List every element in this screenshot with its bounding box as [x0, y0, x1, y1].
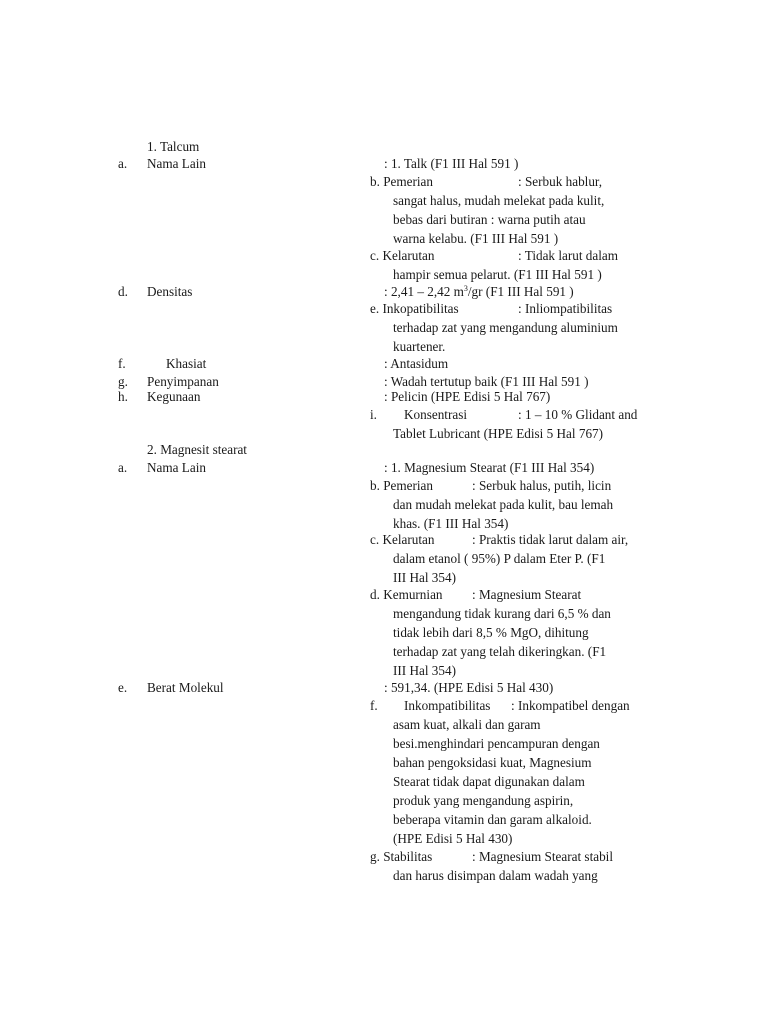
section-heading: 1. Talcum [147, 139, 200, 154]
item-text: III Hal 354) [393, 663, 456, 678]
item-text: bebas dari butiran : warna putih atau [393, 212, 586, 227]
item-text: dan mudah melekat pada kulit, bau lemah [393, 497, 614, 512]
item-text: Tablet Lubricant (HPE Edisi 5 Hal 767) [393, 426, 604, 441]
item-value: : Praktis tidak larut dalam air, [472, 532, 629, 547]
item-value: : 591,34. (HPE Edisi 5 Hal 430) [384, 680, 554, 695]
item-text: terhadap zat yang mengandung aluminium [393, 320, 618, 335]
item-label: Kegunaan [147, 389, 201, 404]
item-value: : Wadah tertutup baik (F1 III Hal 591 ) [384, 374, 589, 389]
item-value: : Tidak larut dalam [518, 248, 619, 263]
item-letter: i. [370, 407, 377, 422]
item-text: besi.menghindari pencampuran dengan [393, 736, 600, 751]
item-text: produk yang mengandung aspirin, [393, 793, 574, 808]
item-letter: a. [118, 460, 128, 475]
item-label: c. Kelarutan [370, 248, 435, 263]
item-label: Konsentrasi [404, 407, 467, 422]
item-letter: a. [118, 156, 128, 171]
item-letter: f. [370, 698, 378, 713]
item-value: : 2,41 – 2,42 $m^3/gr$ (F1 III Hal 591 ) [384, 284, 574, 299]
item-label: Inkompatibilitas [404, 698, 491, 713]
item-label: Berat Molekul [147, 680, 224, 695]
item-text: dan harus disimpan dalam wadah yang [393, 868, 598, 883]
item-letter: g. [118, 374, 128, 389]
item-value: : Inkompatibel dengan [511, 698, 630, 713]
item-label: Khasiat [166, 356, 207, 371]
item-value: : Magnesium Stearat [472, 587, 582, 602]
item-letter: f. [118, 356, 126, 371]
item-text: sangat halus, mudah melekat pada kulit, [393, 193, 605, 208]
item-letter: d. [118, 284, 128, 299]
item-text: kuartener. [393, 339, 446, 354]
item-value: : 1 – 10 % Glidant and [518, 407, 638, 422]
item-value: : Antasidum [384, 356, 449, 371]
item-text: hampir semua pelarut. (F1 III Hal 591 ) [393, 267, 602, 282]
item-label: Densitas [147, 284, 193, 299]
item-label: e. Inkopatibilitas [370, 301, 459, 316]
item-value: : Pelicin (HPE Edisi 5 Hal 767) [384, 389, 551, 404]
item-value: : Inliompatibilitas [518, 301, 613, 316]
item-text: (HPE Edisi 5 Hal 430) [393, 831, 513, 846]
item-text: dalam etanol ( 95%) P dalam Eter P. (F1 [393, 551, 606, 566]
item-label: g. Stabilitas [370, 849, 433, 864]
item-text: terhadap zat yang telah dikeringkan. (F1 [393, 644, 607, 659]
item-label: c. Kelarutan [370, 532, 435, 547]
item-label: Penyimpanan [147, 374, 219, 389]
item-label: b. Pemerian [370, 174, 433, 189]
item-text: warna kelabu. (F1 III Hal 591 ) [393, 231, 559, 246]
item-text: beberapa vitamin dan garam alkaloid. [393, 812, 592, 827]
item-label: Nama Lain [147, 156, 206, 171]
item-letter: h. [118, 389, 128, 404]
item-text: khas. (F1 III Hal 354) [393, 516, 509, 531]
item-label: b. Pemerian [370, 478, 433, 493]
item-text: asam kuat, alkali dan garam [393, 717, 541, 732]
item-letter: e. [118, 680, 128, 695]
item-text: III Hal 354) [393, 570, 456, 585]
section-heading: 2. Magnesit stearat [147, 442, 247, 457]
superscript: 3 [463, 284, 468, 293]
item-label: d. Kemurnian [370, 587, 443, 602]
item-label: Nama Lain [147, 460, 206, 475]
item-value: : 1. Magnesium Stearat (F1 III Hal 354) [384, 460, 595, 475]
item-value: : Serbuk halus, putih, licin [472, 478, 612, 493]
item-value: : Magnesium Stearat stabil [472, 849, 614, 864]
item-text: tidak lebih dari 8,5 % MgO, dihitung [393, 625, 589, 640]
item-text: mengandung tidak kurang dari 6,5 % dan [393, 606, 611, 621]
item-value: : 1. Talk (F1 III Hal 591 ) [384, 156, 519, 171]
item-text: bahan pengoksidasi kuat, Magnesium [393, 755, 592, 770]
item-value: : Serbuk hablur, [518, 174, 603, 189]
item-text: Stearat tidak dapat digunakan dalam [393, 774, 585, 789]
